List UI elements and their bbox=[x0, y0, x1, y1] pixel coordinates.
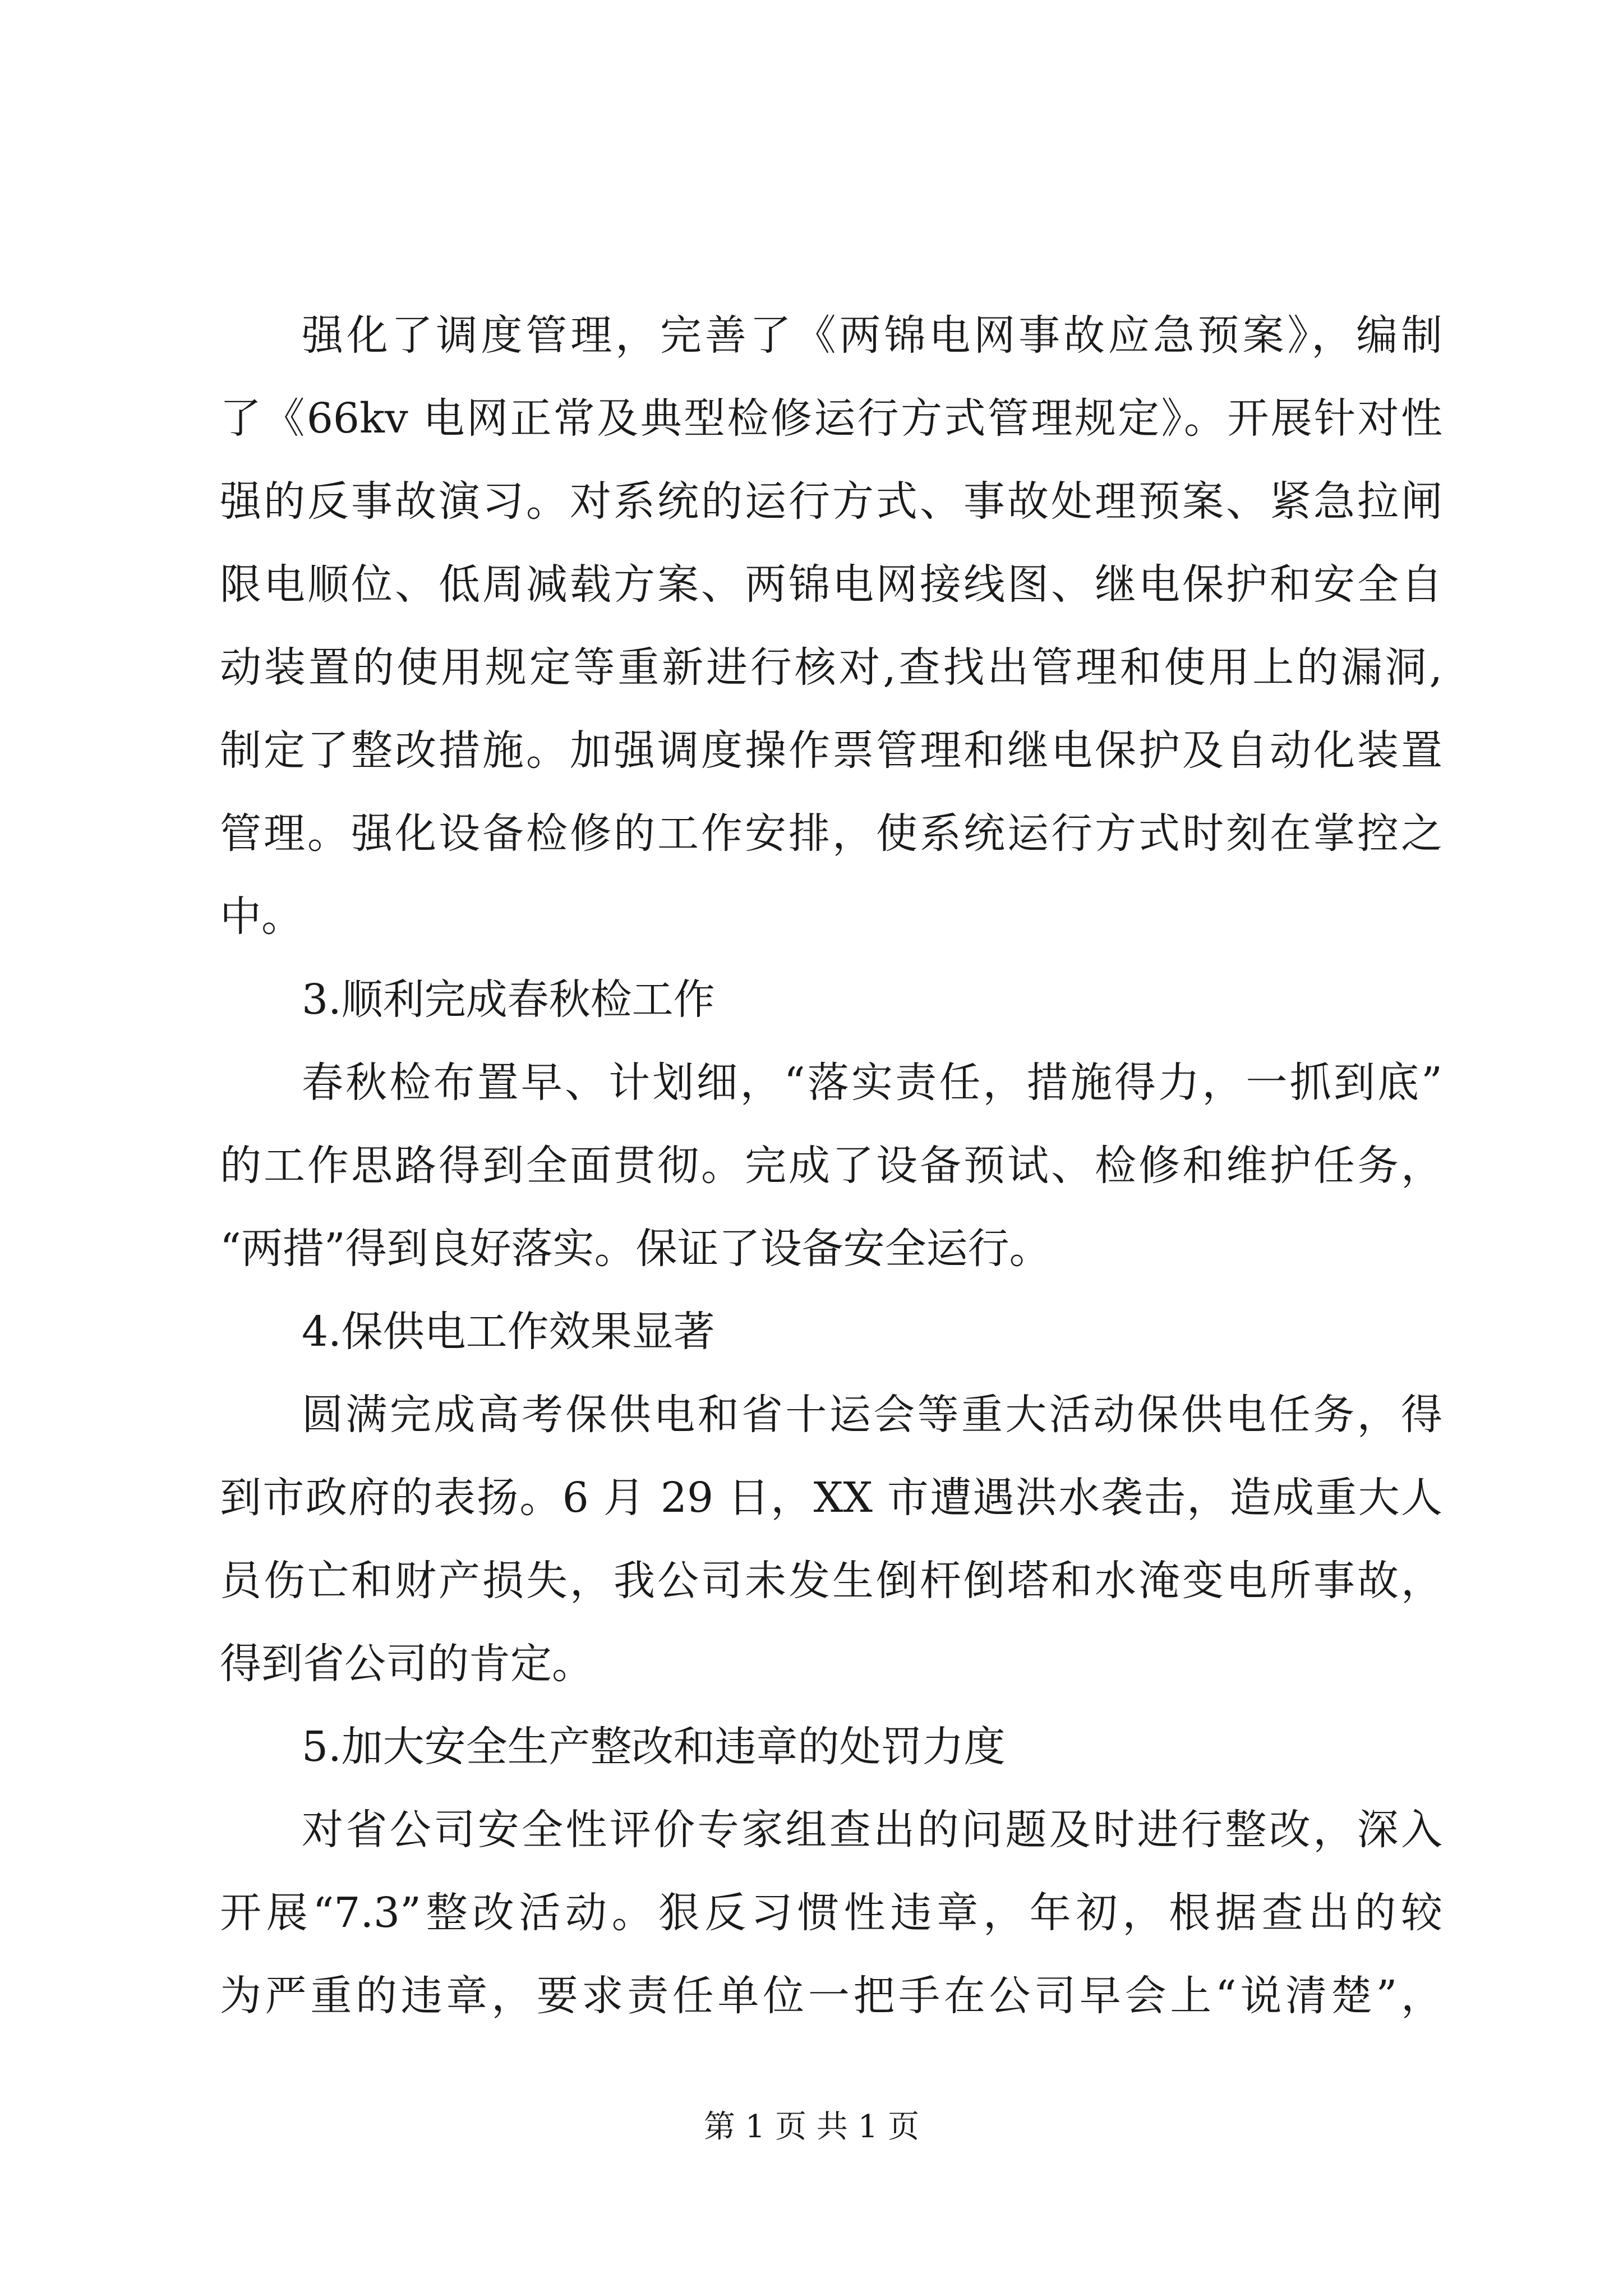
paragraph-line: 了《66kv 电网正常及典型检修运行方式管理规定》。开展针对性 bbox=[220, 394, 1442, 443]
paragraph-line: 春秋检布置早、计划细，“落实责任，措施得力，一抓到底” bbox=[302, 1059, 1442, 1107]
paragraph-line: 动装置的使用规定等重新进行核对,查找出管理和使用上的漏洞, bbox=[220, 643, 1442, 692]
paragraph-line: 开展“7.3”整改活动。狠反习惯性违章，年初，根据查出的较 bbox=[220, 1889, 1442, 1937]
paragraph-line: 对省公司安全性评价专家组查出的问题及时进行整改，深入 bbox=[302, 1806, 1442, 1854]
paragraph-line: 的工作思路得到全面贯彻。完成了设备预试、检修和维护任务， bbox=[220, 1142, 1442, 1190]
paragraph-line: “两措”得到良好落实。保证了设备安全运行。 bbox=[220, 1225, 1051, 1273]
paragraph-line: 强的反事故演习。对系统的运行方式、事故处理预案、紧急拉闸 bbox=[220, 477, 1442, 526]
paragraph-line: 管理。强化设备检修的工作安排，使系统运行方式时刻在掌控之 bbox=[220, 809, 1442, 858]
paragraph-line: 强化了调度管理，完善了《两锦电网事故应急预案》，编制 bbox=[302, 311, 1442, 360]
paragraph-line: 圆满完成高考保供电和省十运会等重大活动保供电任务，得 bbox=[302, 1391, 1442, 1439]
paragraph-line: 为严重的违章，要求责任单位一把手在公司早会上“说清楚”， bbox=[220, 1972, 1442, 2020]
paragraph-line: 得到省公司的肯定。 bbox=[220, 1640, 593, 1688]
paragraph-line: 中。 bbox=[220, 892, 303, 941]
section-heading: 3.顺利完成春秋检工作 bbox=[302, 976, 715, 1024]
section-heading: 4.保供电工作效果显著 bbox=[302, 1308, 715, 1356]
page-footer: 第 1 页 共 1 页 bbox=[703, 2109, 920, 2145]
paragraph-line: 限电顺位、低周减载方案、两锦电网接线图、继电保护和安全自 bbox=[220, 560, 1442, 609]
paragraph-line: 员伤亡和财产损失，我公司未发生倒杆倒塔和水淹变电所事故， bbox=[220, 1557, 1442, 1605]
paragraph-line: 到市政府的表扬。6 月 29 日，XX 市遭遇洪水袭击，造成重大人 bbox=[220, 1474, 1442, 1522]
paragraph-line: 制定了整改措施。加强调度操作票管理和继电保护及自动化装置 bbox=[220, 726, 1442, 775]
section-heading: 5.加大安全生产整改和违章的处罚力度 bbox=[302, 1723, 1006, 1771]
